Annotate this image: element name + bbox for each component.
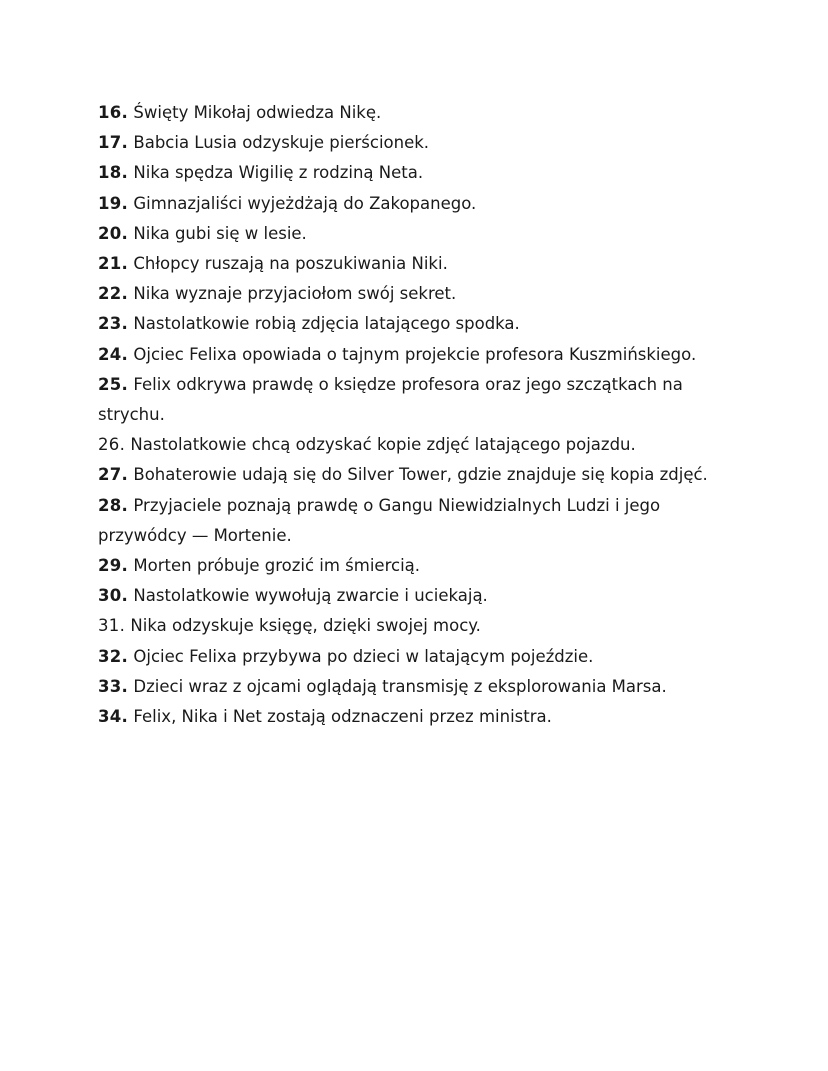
item-text: Przyjaciele poznają prawdę o Gangu Niewidzialnych Ludzi i jego przywódcy — Mortenie. bbox=[98, 495, 661, 545]
numbered-event-list bbox=[98, 98, 748, 732]
list-item bbox=[98, 581, 748, 611]
item-number: 32. bbox=[98, 646, 129, 666]
list-item bbox=[98, 491, 748, 551]
list-item bbox=[98, 611, 748, 641]
item-text: Chłopcy ruszają na poszukiwania Niki. bbox=[133, 254, 448, 274]
item-number: 21. bbox=[98, 254, 129, 274]
item-text: Morten próbuje grozić im śmiercią. bbox=[133, 556, 421, 576]
item-number: 27. bbox=[98, 465, 129, 485]
item-number: 16. bbox=[98, 103, 129, 122]
item-number: 22. bbox=[98, 284, 129, 304]
list-item bbox=[98, 642, 748, 672]
item-text: Nika gubi się w lesie. bbox=[133, 223, 307, 243]
item-text: Gimnazjaliści wyjeżdżają do Zakopanego. bbox=[133, 193, 477, 213]
item-number: 24. bbox=[98, 344, 129, 364]
item-number: 33. bbox=[98, 676, 129, 696]
list-item bbox=[98, 189, 748, 219]
item-number: 28. bbox=[98, 495, 129, 515]
item-text: Nika wyznaje przyjaciołom swój sekret. bbox=[133, 284, 457, 304]
item-text: Ojciec Felixa opowiada o tajnym projekcie profesora Kuszmińskiego. bbox=[133, 344, 697, 364]
item-number: 25. bbox=[98, 374, 129, 394]
list-item bbox=[98, 702, 748, 732]
item-number: 17. bbox=[98, 133, 129, 153]
item-number: 34. bbox=[98, 707, 129, 727]
item-text: Nastolatkowie robią zdjęcia latającego spodka. bbox=[133, 314, 520, 334]
list-item bbox=[98, 309, 748, 339]
list-item bbox=[98, 249, 748, 279]
item-text: Felix odkrywa prawdę o księdze profesora oraz jego szczątkach na strychu. bbox=[98, 374, 683, 425]
item-text: Ojciec Felixa przybywa po dzieci w latającym pojeździe. bbox=[133, 646, 594, 666]
list-item bbox=[98, 672, 748, 702]
list-item bbox=[98, 98, 748, 128]
item-text: Dzieci wraz z ojcami oglądają transmisję z eksplorowania Marsa. bbox=[133, 676, 667, 696]
list-item bbox=[98, 460, 748, 490]
item-number: 18. bbox=[98, 163, 129, 183]
list-item bbox=[98, 551, 748, 581]
item-text: Felix, Nika i Net zostają odznaczeni przez ministra. bbox=[133, 707, 552, 727]
item-number: 31. bbox=[98, 616, 126, 636]
list-item bbox=[98, 219, 748, 249]
list-item bbox=[98, 370, 748, 430]
list-item bbox=[98, 340, 748, 370]
item-number: 30. bbox=[98, 586, 129, 606]
item-text: Nastolatkowie chcą odzyskać kopie zdjęć latającego pojazdu. bbox=[130, 435, 636, 455]
list-item bbox=[98, 279, 748, 309]
item-number: 23. bbox=[98, 314, 129, 334]
item-text: Nastolatkowie wywołują zwarcie i uciekają. bbox=[133, 586, 488, 606]
item-number: 19. bbox=[98, 193, 129, 213]
item-text: Święty Mikołaj odwiedza Nikę. bbox=[133, 103, 382, 122]
item-text: Nika spędza Wigilię z rodziną Neta. bbox=[133, 163, 424, 183]
item-text: Nika odzyskuje księgę, dzięki swojej mocy. bbox=[130, 616, 481, 636]
item-number: 29. bbox=[98, 556, 129, 576]
item-number: 20. bbox=[98, 223, 129, 243]
item-text: Babcia Lusia odzyskuje pierścionek. bbox=[133, 133, 430, 153]
list-item bbox=[98, 128, 748, 158]
list-item bbox=[98, 158, 748, 188]
list-item bbox=[98, 430, 748, 460]
item-text: Bohaterowie udają się do Silver Tower, gdzie znajduje się kopia zdjęć. bbox=[133, 465, 708, 485]
item-number: 26. bbox=[98, 435, 126, 455]
